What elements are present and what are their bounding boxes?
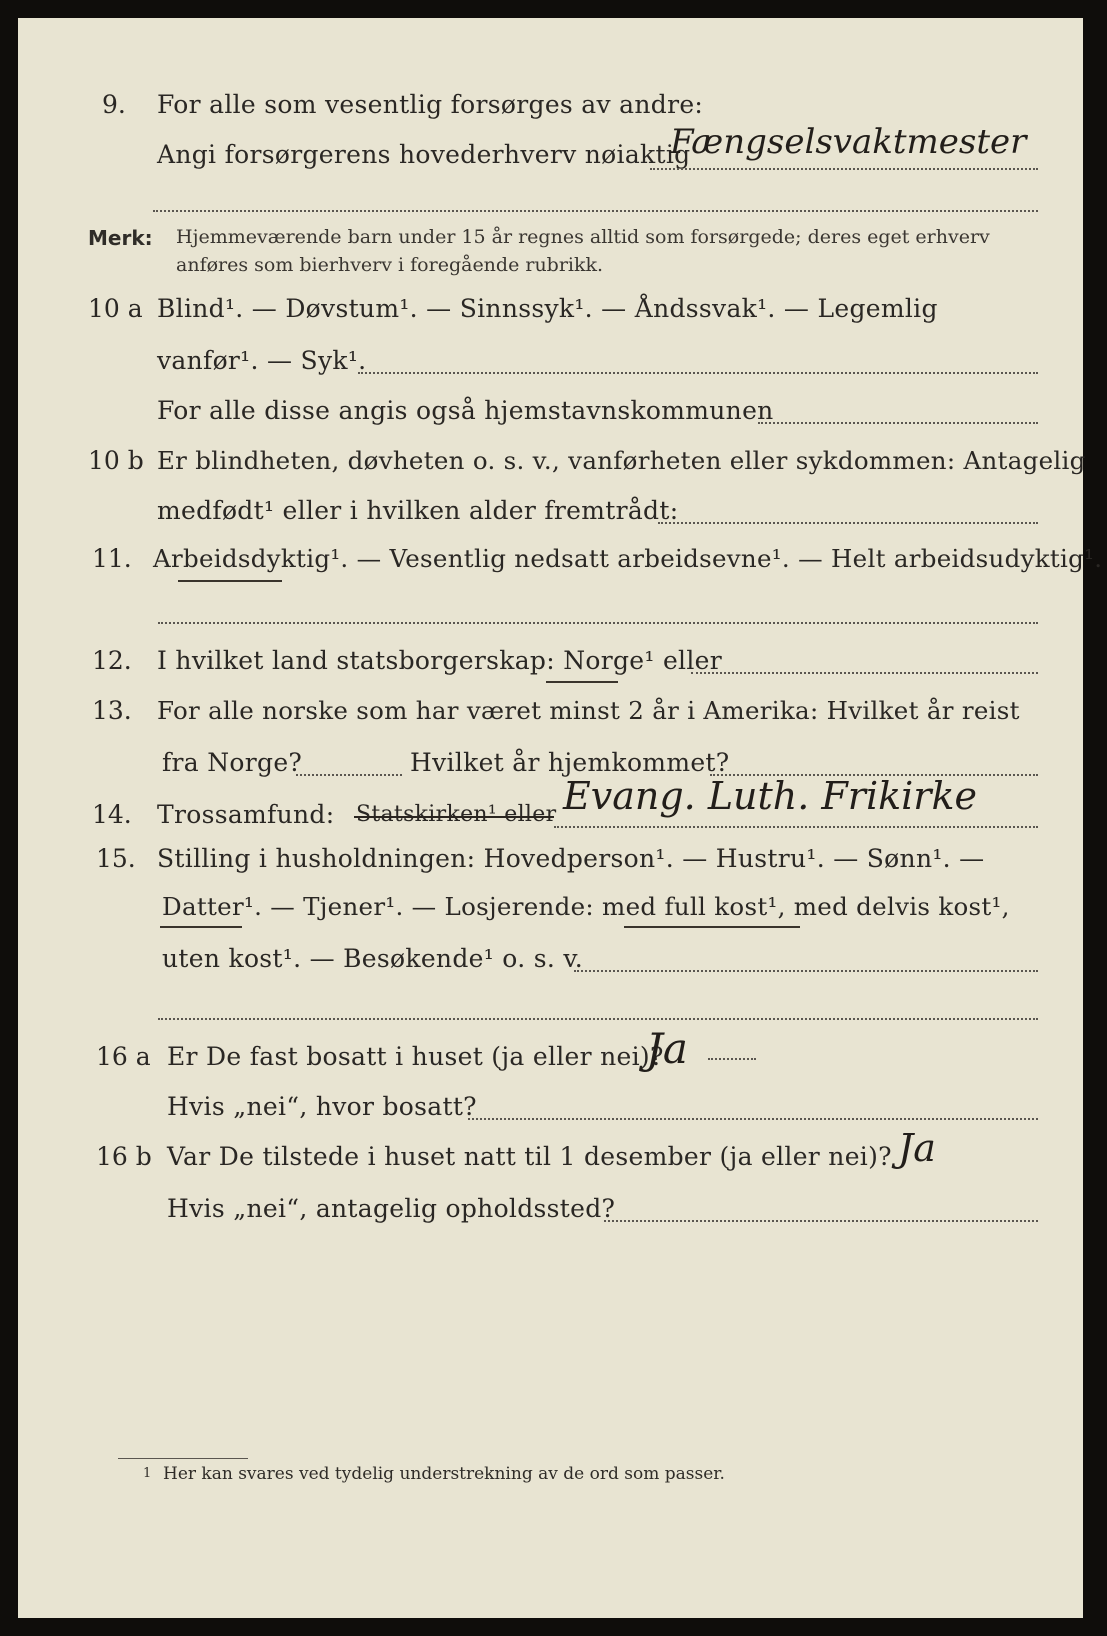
q14-answer: Evang. Luth. Frikirke: [563, 774, 977, 818]
footnote-rule: [118, 1458, 248, 1459]
q16a-line2: Hvis „nei“, hvor bosatt?: [167, 1092, 477, 1121]
q13-reist-line: [296, 774, 402, 776]
footnote-text: Her kan svares ved tydelig understrekning av de ord som passer.: [163, 1464, 725, 1484]
q10b-line2: medfødt¹ eller i hvilken alder fremtrådt:: [157, 496, 679, 525]
q9-answer: Fængselsvaktmester: [670, 122, 1027, 162]
q10a-line3: For alle disse angis også hjemstavnskommunen: [157, 396, 774, 425]
q11-blank-line: [158, 622, 1038, 624]
footnote-marker: 1: [143, 1466, 152, 1481]
census-form-page: [18, 18, 1103, 1618]
merk-line1: Hjemmeværende barn under 15 år regnes alltid som forsørgede; deres eget erhverv: [176, 226, 990, 248]
q15-line1: Stilling i husholdningen: Hovedperson¹. — Hustru¹. — Sønn¹. —: [157, 844, 985, 873]
q15-blank-line: [158, 1018, 1038, 1020]
q13-line1: For alle norske som har været minst 2 år i Amerika: Hvilket år reist: [157, 696, 1020, 725]
q16a-bosatt-line: [468, 1118, 1038, 1120]
merk-label: Merk:: [88, 226, 153, 250]
q16a-answer: Ja: [646, 1024, 688, 1073]
q12-line1: I hvilket land statsborgerskap: Norge¹ eller: [157, 646, 722, 675]
q10b-line: [658, 522, 1038, 524]
q15-line3: uten kost¹. — Besøkende¹ o. s. v.: [162, 944, 584, 973]
q10a-line2: vanfør¹. — Syk¹.: [157, 346, 367, 375]
q16a-answer-line: [708, 1058, 756, 1060]
q15-underline-full-kost: [624, 926, 800, 928]
q15-number: 15.: [96, 844, 136, 873]
q11-underline-arbeidsdyktig: [178, 580, 282, 582]
q12-number: 12.: [92, 646, 132, 675]
q10a-number: 10 a: [88, 294, 143, 323]
q12-underline-norge: [546, 681, 618, 683]
q11-number: 11.: [92, 544, 132, 573]
q12-line: [691, 672, 1038, 674]
q16b-line2: Hvis „nei“, antagelig opholdssted?: [167, 1194, 616, 1223]
q10a-kommune-line: [758, 422, 1038, 424]
q15-line: [574, 970, 1038, 972]
q9-line1: For alle som vesentlig forsørges av andre:: [157, 90, 704, 119]
q11-line1: Arbeidsdyktig¹. — Vesentlig nedsatt arbeidsevne¹. — Helt arbeidsudyktig¹.: [153, 544, 1103, 573]
q9-blank-line: [153, 210, 1038, 212]
q14-struck-text: Statskirken¹ eller: [356, 802, 557, 827]
q15-line2: Datter¹. — Tjener¹. — Losjerende: med full kost¹, med delvis kost¹,: [162, 892, 1010, 921]
q10b-number: 10 b: [88, 446, 144, 475]
q14-number: 14.: [92, 800, 132, 829]
q14-line: [554, 826, 1038, 828]
q16b-opholdssted-line: [604, 1220, 1038, 1222]
q16a-line1: Er De fast bosatt i huset (ja eller nei)?: [167, 1042, 664, 1071]
q9-answer-line: [650, 168, 1038, 170]
q15-underline-datter: [160, 926, 242, 928]
q13-line2a: fra Norge?: [162, 748, 303, 777]
q14-strikethrough: [354, 816, 554, 818]
q16a-number: 16 a: [96, 1042, 151, 1071]
q16b-number: 16 b: [96, 1142, 152, 1171]
q10a-syk-line: [358, 372, 1038, 374]
q13-number: 13.: [92, 696, 132, 725]
q14-label: Trossamfund:: [157, 800, 335, 829]
q10b-line1: Er blindheten, døvheten o. s. v., vanførheten eller sykdommen: Antagelig: [157, 446, 1086, 475]
q9-line2: Angi forsørgerens hovederhverv nøiaktig: [157, 140, 691, 169]
q16b-line1: Var De tilstede i huset natt til 1 desember (ja eller nei)?: [167, 1142, 892, 1171]
q10a-line1: Blind¹. — Døvstum¹. — Sinnssyk¹. — Åndssvak¹. — Legemlig: [157, 294, 938, 323]
q9-number: 9.: [102, 90, 126, 119]
q13-line2b: Hvilket år hjemkommet?: [410, 748, 730, 777]
merk-line2: anføres som bierhverv i foregående rubrikk.: [176, 254, 604, 276]
q16b-answer: Ja: [898, 1126, 936, 1170]
